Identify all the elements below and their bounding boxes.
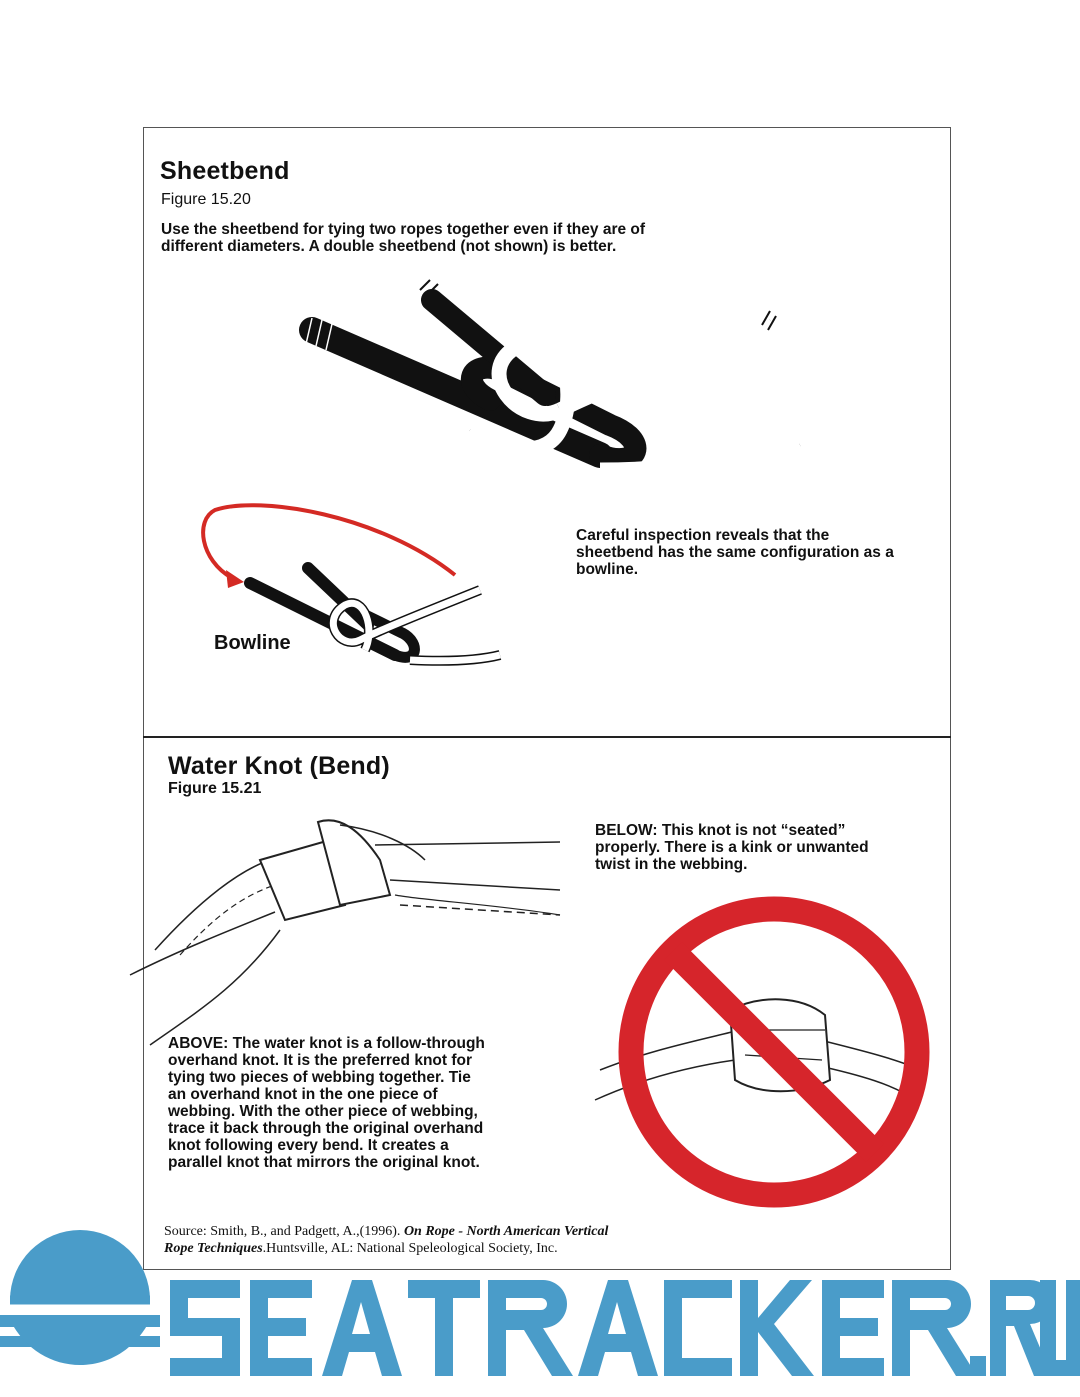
water-knot-title: Water Knot (Bend) [168,752,390,780]
water-knot-figure-number: Figure 15.21 [168,780,262,797]
sheetbend-description-line: different diameters. A double sheetbend (not shown) is better. [161,238,617,255]
inspection-line: Careful inspection reveals that the [576,527,830,544]
sheetbend-title: Sheetbend [160,157,290,185]
source-suffix: .Huntsville, AL: National Speleological Society, Inc. [262,1241,558,1256]
inspection-line: sheetbend has the same configuration as a [576,544,894,561]
above-note-line: ABOVE: The water knot is a follow-through [168,1035,485,1052]
source-prefix: Source: Smith, B., and Padgett, A.,(1996). [164,1224,404,1239]
source-title-continued: Rope Techniques [164,1241,263,1256]
bowline-label: Bowline [214,632,291,654]
source-title: On Rope - North American Vertical [403,1224,609,1239]
inspection-line: bowline. [576,561,638,578]
sheetbend-description-line: Use the sheetbend for tying two ropes together even if they are of [161,221,646,238]
above-note-line: trace it back through the original overhand [168,1120,484,1137]
above-note-line: overhand knot. It is the preferred knot for [168,1052,473,1069]
below-note-line: properly. There is a kink or unwanted [595,839,869,856]
below-note-line: twist in the webbing. [595,856,748,873]
above-note-line: tying two pieces of webbing together. Tie [168,1069,471,1086]
sheetbend-figure-number: Figure 15.20 [161,191,251,208]
above-note-line: parallel knot that mirrors the original knot. [168,1154,480,1171]
above-note-line: knot following every bend. It creates a [168,1137,449,1154]
above-note-line: an overhand knot in the one piece of [168,1086,438,1103]
above-note-line: webbing. With the other piece of webbing, [168,1103,478,1120]
below-note-line: BELOW: This knot is not “seated” [595,822,846,839]
